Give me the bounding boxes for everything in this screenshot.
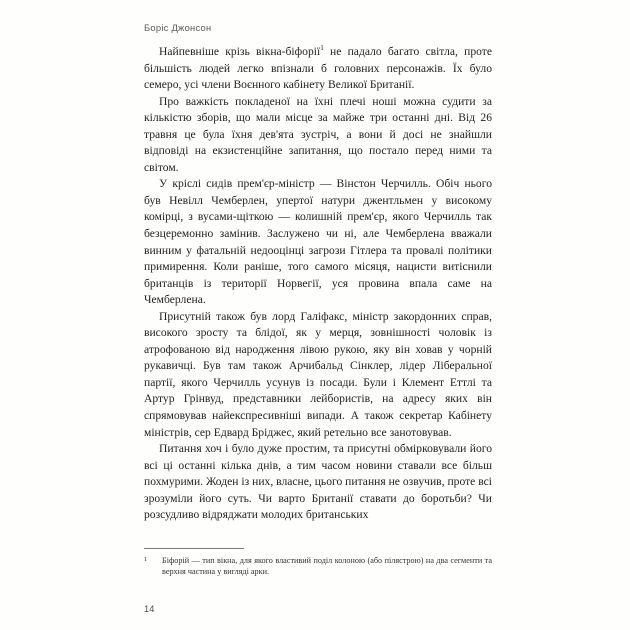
paragraph: Присутній також був лорд Галіфакс, міністр закордонних справ, високого зросту та блідої, як у мерця, зовнішності чоловік із атрофованою від народження лівою рукою, яку він ховав у чорній рукавичці. Був там також Арчибальд Сінклер, лідер Ліберальної партії, якого Черчилль усунув із посади. Були і Клемент Еттлі та Артур Грінвуд, представники лейбористів, на адресу яких він спрямовував найекспресивніші випади. А також секретар Кабінету міністрів, сер Едвард Бріджес, який ретельно все занотовував. (144, 309, 492, 439)
page-number: 14 (144, 604, 155, 614)
body-text-block (144, 44, 492, 524)
paragraph: Питання хоч і було дуже простим, та присутні обмірковували його всі ці останні кілька днів, а тим часом новини ставали все більш похмурими. Жоден із них, власне, цього питання не озвучив, проте всі зрозуміли його суть. Чи варто Британії ставати до боротьби? Чи розсудливо відряджати молодих британських (144, 442, 492, 522)
paragraph: У кріслі сидів прем'єр-міністр — Вінстон Черчилль. Обіч нього був Невілл Чемберлен, упертої натури джентльмен у високому комірці, з вусами-щіткою — колишній прем'єр, якого Черчилль так безцеремонно замінив. Заслужено чи ні, але Чемберлена вважали винним у фатальній недооцінці загрози Гітлера та провалі політики примирення. Коли раніше, того самого місяця, нацисти витіснили британців із території Норвегії, уся провина впала саме на Чемберлена. (144, 177, 492, 307)
footnote-separator-rule (144, 548, 244, 549)
paragraph: Найпевніше крізь вікна-біфорії$^1$ не падало багато світла, проте більшість людей легко впізнали б головних персонажів. Їх було семеро, усі члени Воєнного кабінету Великої Британії. (144, 44, 492, 92)
running-head: Боріс Джонсон (144, 22, 212, 33)
footnote-text: Біфорій — тип вікна, для якого властивий поділ колоною (або пілястрою) на два сегменти та верхня частина у вигляді арки. (162, 556, 492, 577)
footnote-zone (144, 548, 492, 578)
footnote (144, 555, 492, 578)
paragraph: Про важкість покладеної на їхні плечі ноші можна судити за кількістю зборів, що мали місце за майже три останні дні. Від 26 травня це була їхня дев'ята зустріч, а вони й досі не знайшли відповіді на екзистенційне запитання, що постало перед ними та світом. (144, 94, 492, 174)
footnote-marker: 1 (144, 555, 148, 563)
